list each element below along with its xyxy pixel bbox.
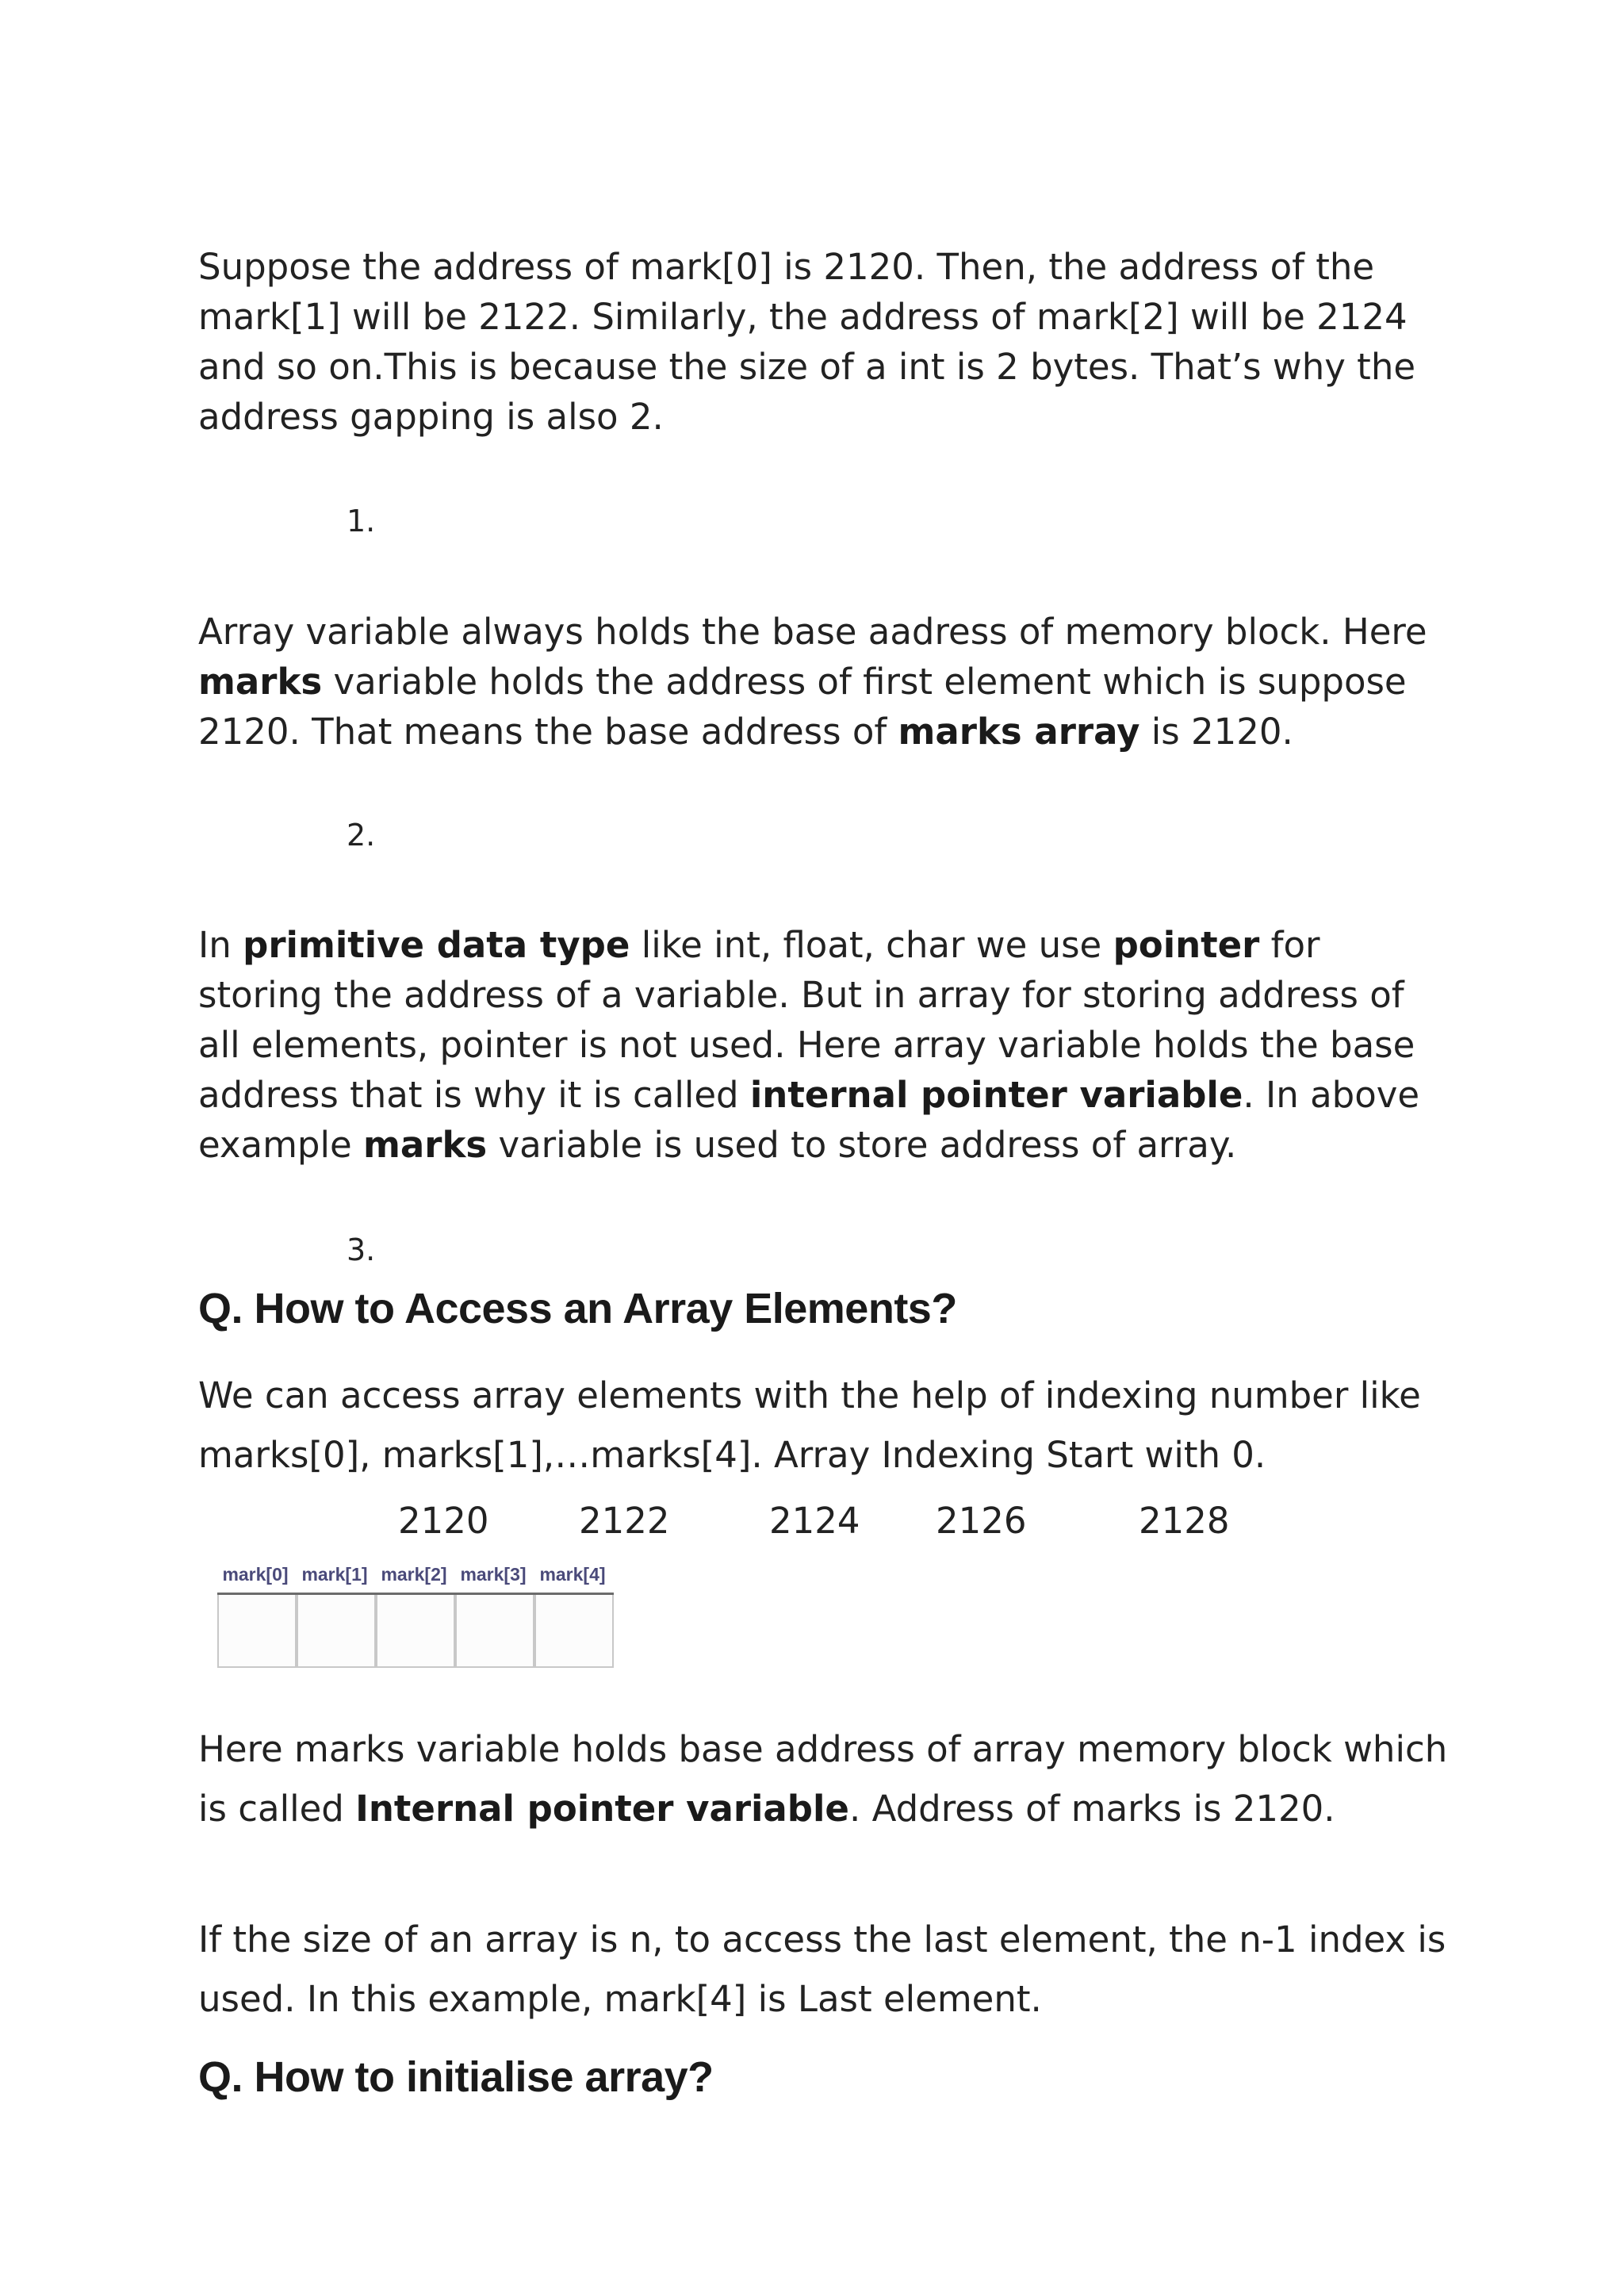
bold-internal-pointer-variable: Internal pointer variable — [355, 1788, 849, 1830]
paragraph-address-explanation: Suppose the address of mark[0] is 2120. Then, the address of the mark[1] will be 2122. Similarly, the address of mark[2] will be 2124 and so on.This is because the size of a int is 2 bytes. That’s why the address gapping is also 2. — [198, 246, 1416, 438]
array-cell — [376, 1595, 455, 1668]
bold-marks-array: marks array — [898, 711, 1140, 753]
bold-primitive-data-type: primitive data type — [243, 924, 630, 966]
paragraph-internal-pointer: In primitive data type like int, float, char we use pointer for storing the address of a variable. But in array for storing address of all elements, pointer is not used. Here array variable holds the base address that is why it is called internal pointer variable. In above example marks variable is used to store address of array. — [198, 924, 1420, 1166]
array-cell — [534, 1595, 614, 1668]
cell-label: mark[0] — [222, 1564, 289, 1585]
cell-label: mark[4] — [539, 1564, 606, 1585]
bold-internal-pointer-variable: internal pointer variable — [749, 1074, 1243, 1116]
heading-access-array-elements: Q. How to Access an Array Elements? — [198, 1285, 957, 1332]
list-marker-3: 3. — [347, 1232, 376, 1267]
address-label: 2120 — [398, 1500, 489, 1542]
array-cell — [455, 1595, 534, 1668]
paragraph-last-element: If the size of an array is n, to access the last element, the n-1 index is used. In this example, mark[4] is Last element. — [198, 1918, 1446, 2020]
cell-label: mark[3] — [460, 1564, 527, 1585]
address-label: 2124 — [769, 1500, 860, 1542]
bold-marks: marks — [363, 1124, 488, 1166]
array-memory-diagram — [216, 1562, 615, 1681]
bold-pointer: pointer — [1113, 924, 1260, 966]
heading-initialise-array: Q. How to initialise array? — [198, 2053, 714, 2101]
array-cell — [297, 1595, 376, 1668]
array-cell — [217, 1595, 297, 1668]
list-marker-2: 2. — [347, 818, 376, 853]
address-label: 2128 — [1139, 1500, 1230, 1542]
paragraph-indexing: We can access array elements with the help of indexing number like marks[0], marks[1],…marks[4]. Array Indexing Start with 0. — [198, 1374, 1421, 1476]
list-marker-1: 1. — [347, 504, 376, 539]
bold-marks: marks — [198, 661, 323, 703]
paragraph-base-address: Array variable always holds the base aadress of memory block. Here marks variable holds the address of first element which is suppose 2120. That means the base address of marks array is 2120. — [198, 611, 1427, 753]
array-cells — [217, 1593, 614, 1668]
address-label: 2126 — [936, 1500, 1027, 1542]
cell-label: mark[2] — [381, 1564, 447, 1585]
paragraph-marks-base-address: Here marks variable holds base address of array memory block which is called Internal pointer variable. Address of marks is 2120. — [198, 1728, 1448, 1830]
address-label: 2122 — [579, 1500, 670, 1542]
cell-label: mark[1] — [301, 1564, 368, 1585]
